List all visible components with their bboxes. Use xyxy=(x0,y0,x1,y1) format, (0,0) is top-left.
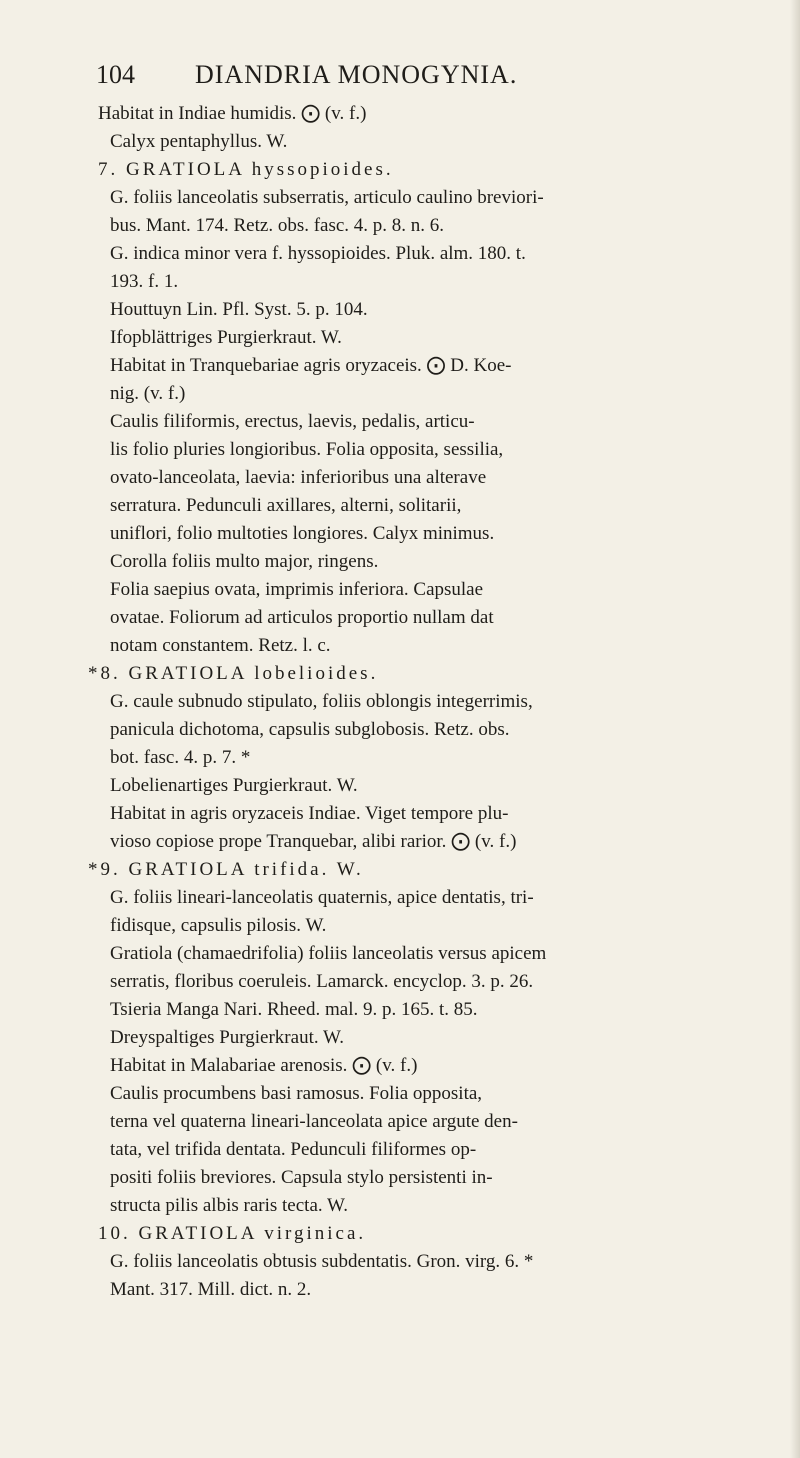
page-header xyxy=(0,60,800,100)
running-title: DIANDRIA MONOGYNIA. xyxy=(195,60,518,89)
text-line: Tsieria Manga Nari. Rheed. mal. 9. p. 165. t. 85. xyxy=(110,999,478,1020)
text-line: notam constantem. Retz. l. c. xyxy=(110,635,331,656)
text-line: Caulis procumbens basi ramosus. Folia opposita, xyxy=(110,1083,483,1104)
text-line: Lobelienartiges Purgierkraut. W. xyxy=(110,775,358,796)
text-line: G. foliis lanceolatis obtusis subdentatis. Gron. virg. 6. * xyxy=(110,1251,534,1272)
text-line: bot. fasc. 4. p. 7. * xyxy=(110,747,251,768)
text-line: Habitat in Tranquebariae agris oryzaceis. ⨀ D. Koe- xyxy=(110,355,512,376)
text-line: Habitat in Malabariae arenosis. ⨀ (v. f.) xyxy=(110,1055,418,1076)
species-heading: 10. GRATIOLA virginica. xyxy=(98,1223,367,1244)
text-line: lis folio pluries longioribus. Folia opposita, sessilia, xyxy=(110,439,504,460)
species-heading: 7. GRATIOLA hyssopioides. xyxy=(98,159,394,180)
text-line: ovato-lanceolata, laevia: inferioribus una alterave xyxy=(110,467,487,488)
text-line: panicula dichotoma, capsulis subglobosis. Retz. obs. xyxy=(110,719,510,740)
text-line: ovatae. Foliorum ad articulos proportio nullam dat xyxy=(110,607,494,628)
page-edge-shadow xyxy=(790,0,800,1458)
text-line: Habitat in Indiae humidis. ⨀ (v. f.) xyxy=(98,103,367,124)
text-line: Folia saepius ovata, imprimis inferiora. Capsulae xyxy=(110,579,484,600)
text-line: 193. f. 1. xyxy=(110,271,179,292)
text-line: structa pilis albis raris tecta. W. xyxy=(110,1195,348,1216)
species-heading: *8. GRATIOLA lobelioides. xyxy=(88,663,379,684)
text-line: Calyx pentaphyllus. W. xyxy=(110,131,288,152)
text-line: uniflori, folio multoties longiores. Calyx minimus. xyxy=(110,523,495,544)
text-line: bus. Mant. 174. Retz. obs. fasc. 4. p. 8. n. 6. xyxy=(110,215,445,236)
text-line: Corolla foliis multo major, ringens. xyxy=(110,551,379,572)
text-line: Ifopblättriges Purgierkraut. W. xyxy=(110,327,342,348)
text-line: G. caule subnudo stipulato, foliis oblongis integerrimis, xyxy=(110,691,533,712)
text-line: vioso copiose prope Tranquebar, alibi rarior. ⨀ (v. f.) xyxy=(110,831,517,852)
text-line: Gratiola (chamaedrifolia) foliis lanceolatis versus apicem xyxy=(110,943,547,964)
text-line: fidisque, capsulis pilosis. W. xyxy=(110,915,327,936)
text-line: nig. (v. f.) xyxy=(110,383,186,404)
text-line: serratura. Pedunculi axillares, alterni, solitarii, xyxy=(110,495,462,516)
page-number: 104 xyxy=(96,60,135,89)
text-line: Dreyspaltiges Purgierkraut. W. xyxy=(110,1027,344,1048)
text-line: terna vel quaterna lineari-lanceolata apice argute den- xyxy=(110,1111,518,1132)
species-heading: *9. GRATIOLA trifida. W. xyxy=(88,859,364,880)
text-line: Mant. 317. Mill. dict. n. 2. xyxy=(110,1279,312,1300)
text-line: Houttuyn Lin. Pfl. Syst. 5. p. 104. xyxy=(110,299,368,320)
text-line: G. indica minor vera f. hyssopioides. Pluk. alm. 180. t. xyxy=(110,243,526,264)
text-line: G. foliis lineari-lanceolatis quaternis, apice dentatis, tri- xyxy=(110,887,534,908)
text-line: positi foliis breviores. Capsula stylo persistenti in- xyxy=(110,1167,493,1188)
text-line: G. foliis lanceolatis subserratis, articulo caulino breviori- xyxy=(110,187,544,208)
text-line: Habitat in agris oryzaceis Indiae. Viget tempore plu- xyxy=(110,803,509,824)
text-line: serratis, floribus coeruleis. Lamarck. encyclop. 3. p. 26. xyxy=(110,971,534,992)
text-line: Caulis filiformis, erectus, laevis, pedalis, articu- xyxy=(110,411,475,432)
text-line: tata, vel trifida dentata. Pedunculi filiformes op- xyxy=(110,1139,477,1160)
